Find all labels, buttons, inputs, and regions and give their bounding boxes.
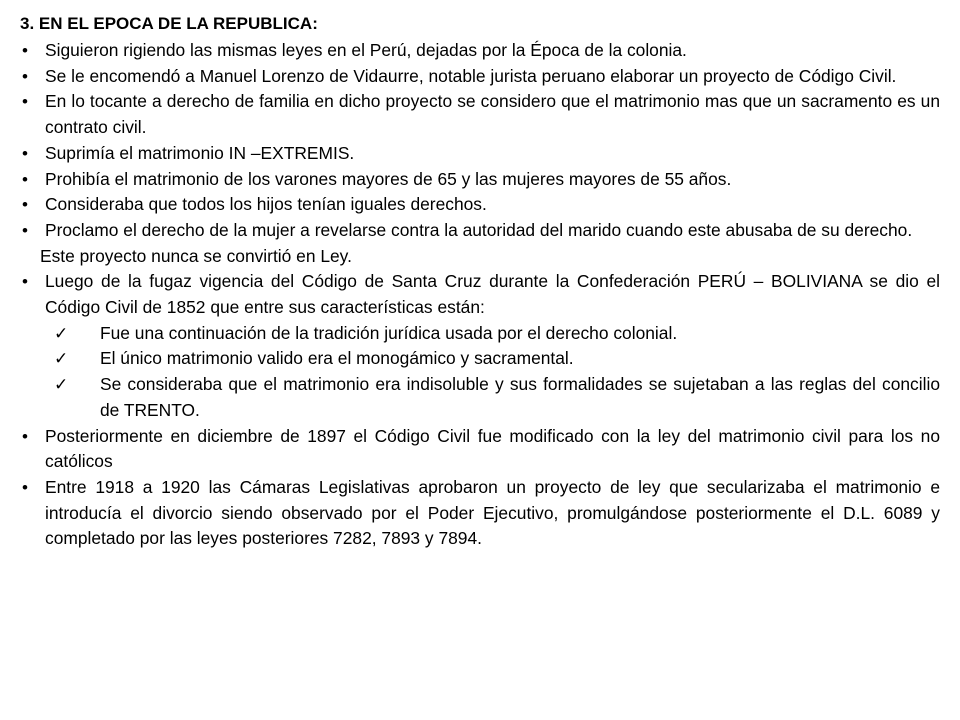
bullet-icon: • [22,426,28,446]
bullet-item [20,38,940,64]
bullet-icon: • [22,66,28,86]
project-note: Este proyecto nunca se convirtió en Ley. [40,245,352,266]
slide-content [20,38,940,552]
check-text: El único matrimonio valido era el monogámico y sacramental. [100,348,574,369]
bullet-item [20,218,940,244]
check-item [20,346,940,372]
check-text: Fue una continuación de la tradición jurídica usada por el derecho colonial. [100,322,678,343]
check-item [20,372,940,423]
bullet-item [20,64,940,90]
bullet-icon: • [22,477,28,497]
bullet-icon: • [22,195,28,215]
bullet-item [20,167,940,193]
bullet-text: Consideraba que todos los hijos tenían iguales derechos. [45,194,487,215]
bullet-icon: • [22,272,28,292]
bullet-item [20,269,940,320]
bullet-icon: • [22,41,28,60]
bullet-icon: • [22,143,28,163]
bullet-text: Entre 1918 a 1920 las Cámaras Legislativas aprobaron un proyecto de ley que secularizaba el matrimonio e introducía el divorcio siendo observado por el Poder Ejecutivo, promulgándose posteriormente el D.L. 6089 y completado por las leyes posteriores 7282, 7893 y 7894. [45,476,940,549]
bullet-item [20,89,940,140]
bullet-text: Siguieron rigiendo las mismas leyes en el Perú, dejadas por la Época de la colonia. [45,40,687,60]
bullet-text: Luego de la fugaz vigencia del Código de Santa Cruz durante la Confederación PERÚ – BOLIVIANA se dio el Código Civil de 1852 que entre sus características están: [45,271,940,318]
check-item [20,321,940,347]
check-text: Se consideraba que el matrimonio era indisoluble y sus formalidades se sujetaban a las reglas del concilio de TRENTO. [100,374,940,420]
bullet-item [20,141,940,167]
bullet-item [20,192,940,218]
bullet-text: Prohibía el matrimonio de los varones mayores de 65 y las mujeres mayores de 55 años. [45,168,732,189]
checkmark-icon: ✓ [54,323,69,343]
bullet-icon: • [22,92,28,112]
bullet-icon: • [22,169,28,189]
bullet-text: Se le encomendó a Manuel Lorenzo de Vidaurre, notable jurista peruano elaborar un proyecto de Código Civil. [45,65,897,86]
bullet-icon: • [22,220,28,240]
bullet-text: Proclamo el derecho de la mujer a revelarse contra la autoridad del marido cuando este abusaba de su derecho. [45,219,913,240]
checkmark-icon: ✓ [54,349,69,369]
slide-title: 3. EN EL EPOCA DE LA REPUBLICA: [20,14,318,33]
bullet-item [20,475,940,552]
checkmark-icon: ✓ [54,375,69,395]
bullet-item [20,424,940,475]
bullet-text: Suprimía el matrimonio IN –EXTREMIS. [45,142,355,163]
bullet-text: En lo tocante a derecho de familia en dicho proyecto se considero que el matrimonio mas que un sacramento es un contrato civil. [45,91,940,138]
bullet-text: Posteriormente en diciembre de 1897 el Código Civil fue modificado con la ley del matrimonio civil para los no católicos [45,425,940,472]
